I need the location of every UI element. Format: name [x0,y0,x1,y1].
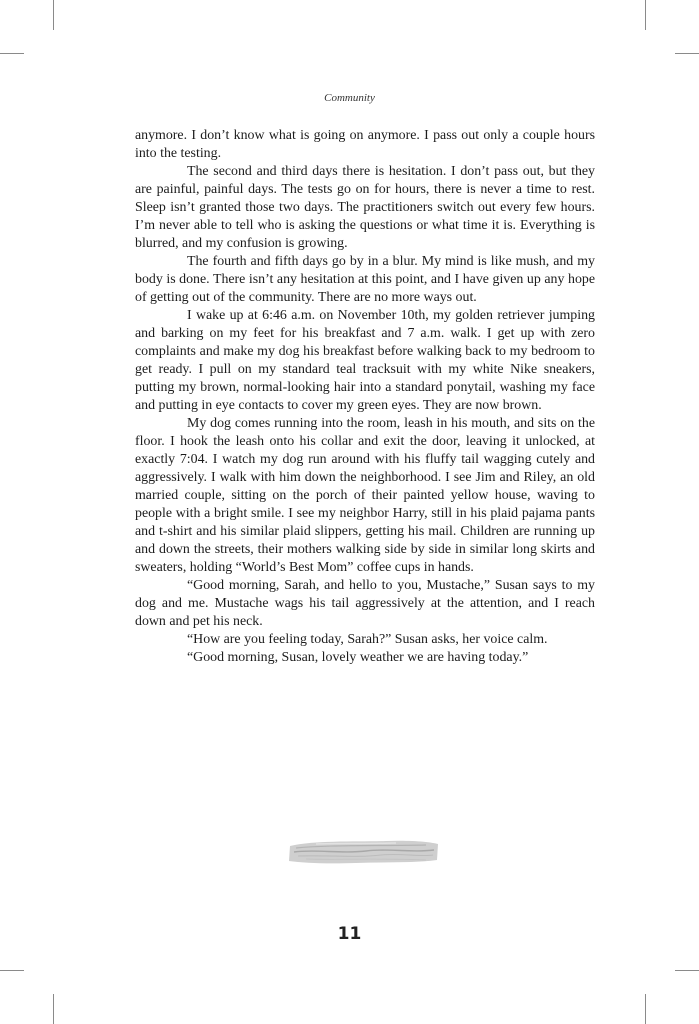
crop-mark-right-top [675,53,699,54]
paragraph: I wake up at 6:46 a.m. on November 10th, my golden retriever jumping and barking on my feet for his breakfast and 7 a.m. walk. I get up with zero complaints and make my dog his breakfast before walking back to my bedroom to get ready. I pull on my standard teal tracksuit with my white Nike sneakers, putting my brown, normal-looking hair into a standard ponytail, washing my face and putting in eye contacts to cover my green eyes. They are now brown. [135,308,595,413]
paragraph: “Good morning, Susan, lovely weather we are having today.” [187,650,529,665]
paragraph: The second and third days there is hesitation. I don’t pass out, but they are painful, painful days. The tests go on for hours, there is never a time to rest. Sleep isn’t granted those two days. The practitioners switch out every few hours. I’m never able to tell who is asking the questions or what time it is. Everything is blurred, and my confusion is growing. [135,164,595,251]
body-text [135,127,595,667]
crop-mark-bottom-left [53,994,54,1024]
brushstroke-ornament [286,836,441,868]
running-head: Community [324,92,375,104]
paragraph: “Good morning, Sarah, and hello to you, Mustache,” Susan says to my dog and me. Mustache wags his tail aggressively at the attention, and I reach down and pet his neck. [135,578,595,629]
crop-mark-top-left [53,0,54,30]
crop-mark-top-right [645,0,646,30]
paragraph: The fourth and fifth days go by in a blur. My mind is like mush, and my body is done. There isn’t any hesitation at this point, and I have given up any hope of getting out of the community. There are no more ways out. [135,254,595,305]
page-number: 11 [337,924,362,944]
crop-mark-bottom-right [645,994,646,1024]
crop-mark-left-bottom [0,970,24,971]
paragraph: My dog comes running into the room, leash in his mouth, and sits on the floor. I hook the leash onto his collar and exit the door, leaving it unlocked, at exactly 7:04. I watch my dog run around with his fluffy tail wagging cutely and aggressively. I walk with him down the neighborhood. I see Jim and Riley, an old married couple, sitting on the porch of their painted yellow house, waving to people with a bright smile. I see my neighbor Harry, still in his plaid pajama pants and t-shirt and his similar plaid slippers, getting his mail. Children are running up and down the streets, their mothers walking side by side in similar long skirts and sweaters, holding “World’s Best Mom” coffee cups in hands. [135,416,595,575]
crop-mark-right-bottom [675,970,699,971]
paragraph: “How are you feeling today, Sarah?” Susan asks, her voice calm. [187,632,548,647]
crop-mark-left-top [0,53,24,54]
paragraph: anymore. I don’t know what is going on anymore. I pass out only a couple hours into the testing. [135,128,595,161]
